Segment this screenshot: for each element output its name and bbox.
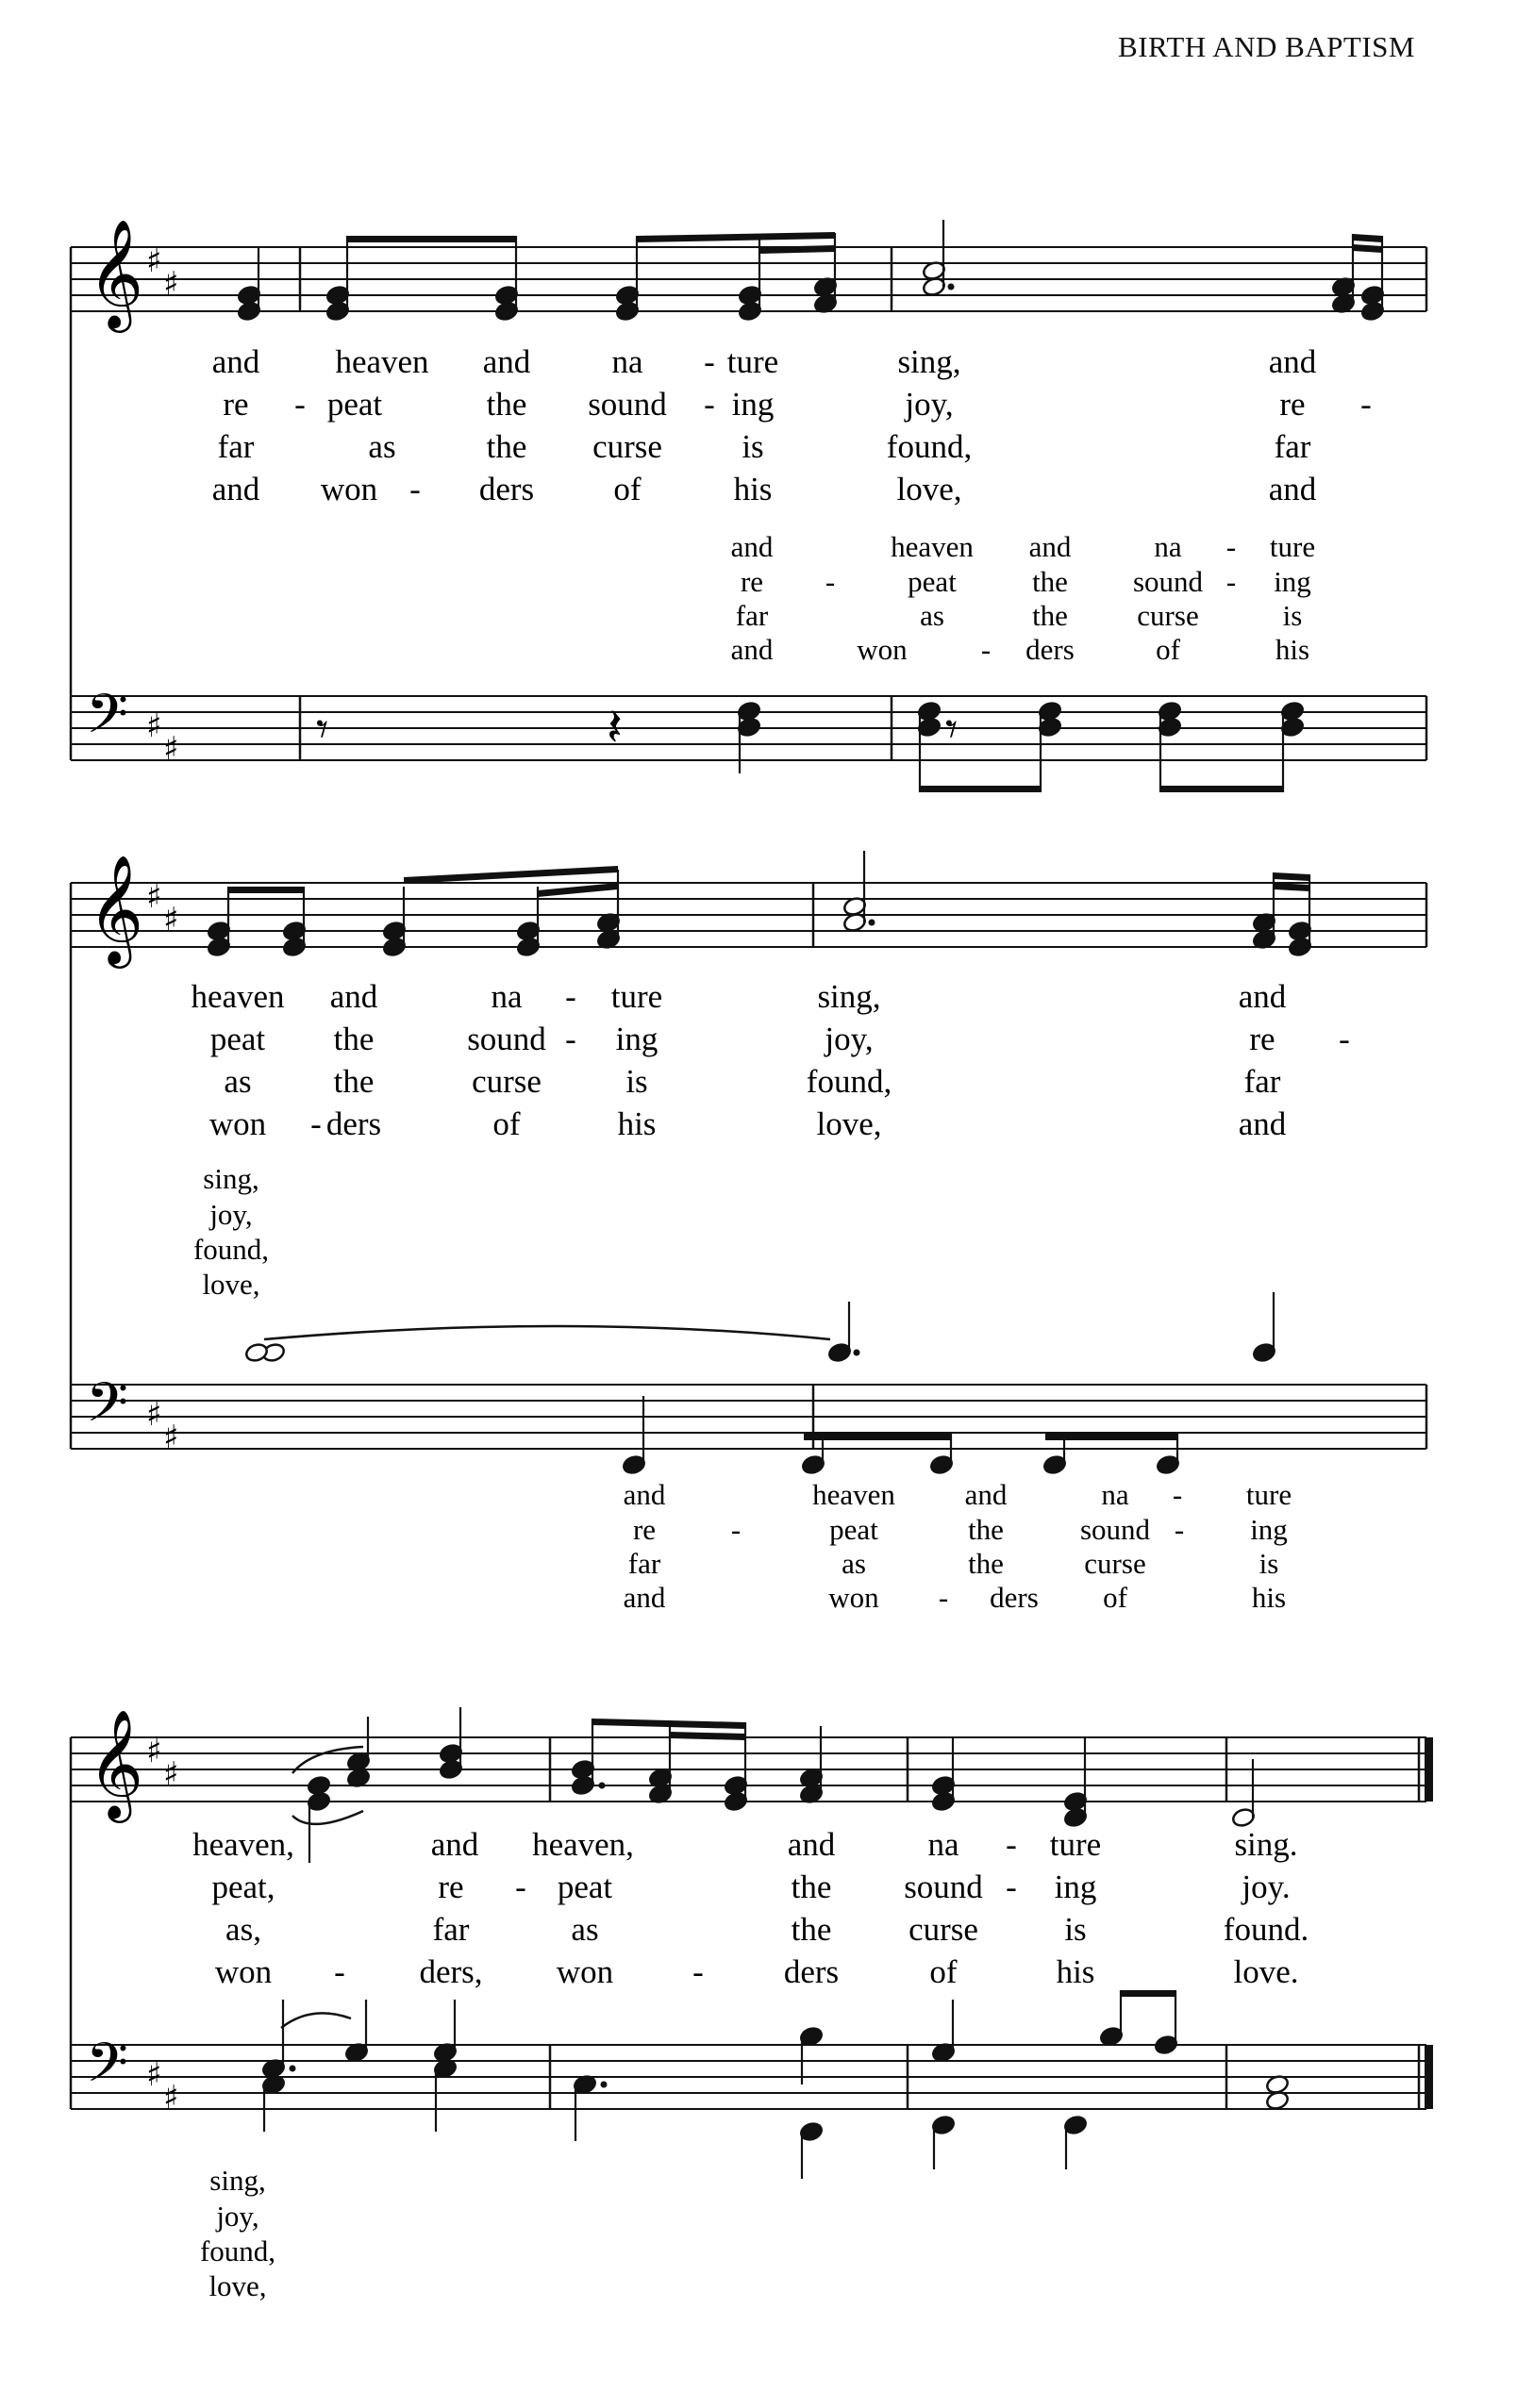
augmentation-dot	[854, 1350, 860, 1356]
notehead	[244, 1342, 269, 1364]
soprano-lyric: the	[791, 1911, 832, 1948]
soprano-lyric: and	[1238, 1105, 1287, 1142]
bass-lyric: joy,	[209, 1198, 253, 1231]
soprano-lyric: won	[556, 1953, 614, 1990]
bass-clef: 𝄢	[86, 682, 129, 759]
bass-lyric: curse	[1084, 1547, 1146, 1580]
soprano-lyric: his	[1056, 1953, 1095, 1990]
soprano-lyric: peat	[326, 386, 383, 423]
slur	[292, 1811, 363, 1824]
soprano-lyric: -	[1339, 1021, 1350, 1057]
soprano-lyric: far	[1243, 1063, 1281, 1100]
bass-lyric: ture	[1269, 530, 1316, 563]
bass-lyric: -	[938, 1581, 949, 1614]
soprano-lyric: and	[211, 471, 260, 507]
soprano-lyric: of	[613, 471, 642, 507]
bass-lyric: the	[1032, 565, 1068, 598]
soprano-lyric: as	[368, 428, 396, 465]
soprano-lyric: ders	[478, 471, 535, 507]
soprano-lyric: ders,	[419, 1953, 483, 1990]
bass-lyric: and	[730, 633, 774, 666]
soprano-lyric: -	[704, 343, 715, 380]
bass-lyric: ing	[1274, 565, 1311, 598]
bass-lyric: -	[1225, 530, 1237, 563]
soprano-lyric: heaven,	[532, 1826, 634, 1863]
soprano-lyric: as	[571, 1911, 599, 1948]
soprano-lyric: ture	[610, 978, 663, 1015]
soprano-lyric: ing	[731, 386, 775, 423]
soprano-lyric: curse	[472, 1063, 542, 1100]
bass-lyric: -	[1225, 565, 1237, 598]
bass-lyric: is	[1259, 1547, 1279, 1580]
soprano-lyric: re	[1249, 1021, 1275, 1057]
soprano-lyric: sing.	[1234, 1826, 1298, 1863]
key-signature-sharp: ♯	[146, 242, 162, 280]
soprano-lyric: of	[492, 1105, 521, 1142]
bass-lyric: joy,	[216, 2200, 259, 2233]
soprano-lyric: sing,	[817, 978, 881, 1015]
lyrics-layer	[191, 343, 1371, 2302]
bass-lyric: is	[1282, 599, 1303, 632]
soprano-lyric: as	[224, 1063, 252, 1100]
soprano-lyric: -	[1360, 386, 1372, 423]
soprano-lyric: peat	[209, 1021, 266, 1057]
soprano-lyric: na	[491, 978, 523, 1015]
soprano-lyric: ders	[783, 1953, 840, 1990]
soprano-lyric: re	[438, 1868, 464, 1905]
soprano-lyric: far	[1274, 428, 1311, 465]
soprano-lyric: joy,	[825, 1021, 874, 1057]
augmentation-dot	[290, 2066, 296, 2072]
soprano-lyric: found,	[806, 1063, 892, 1100]
soprano-lyric: his	[617, 1105, 657, 1142]
soprano-lyric: -	[565, 1021, 576, 1057]
augmentation-dot	[948, 284, 955, 291]
bass-lyric: as	[920, 599, 944, 632]
bass-lyric: ing	[1250, 1513, 1288, 1546]
soprano-lyric: peat,	[211, 1868, 275, 1905]
notehead	[307, 1775, 331, 1797]
beam	[920, 786, 1041, 792]
beam	[1045, 1434, 1177, 1440]
soprano-lyric: the	[333, 1063, 375, 1100]
bass-lyric: -	[1172, 1478, 1183, 1511]
soprano-lyric: found.	[1223, 1911, 1309, 1948]
soprano-lyric: -	[1006, 1826, 1017, 1863]
soprano-lyric: and	[482, 343, 531, 380]
soprano-lyric: -	[409, 471, 421, 507]
soprano-lyric: heaven	[191, 978, 285, 1015]
beam	[1353, 234, 1382, 242]
beam	[1160, 786, 1283, 792]
bass-lyric: sound	[1079, 1513, 1151, 1546]
bass-lyric: found,	[199, 2234, 276, 2267]
bass-lyric: his	[1275, 633, 1310, 666]
beam	[404, 866, 618, 884]
bass-lyric: -	[1174, 1513, 1185, 1546]
slur	[281, 2013, 351, 2028]
section-title: BIRTH AND BAPTISM	[1118, 30, 1415, 63]
bass-lyric: sing,	[209, 2164, 266, 2197]
bass-lyric: peat	[829, 1513, 878, 1546]
bass-lyric: the	[1032, 599, 1068, 632]
soprano-lyric: re	[223, 386, 249, 423]
soprano-lyric: and	[787, 1826, 836, 1863]
soprano-lyric: and	[1268, 343, 1317, 380]
key-signature-sharp: ♯	[146, 878, 162, 916]
soprano-lyric: ture	[1049, 1826, 1102, 1863]
soprano-lyric: curse	[592, 428, 662, 465]
augmentation-dot	[599, 1783, 606, 1789]
rest: 𝄽	[607, 697, 623, 757]
soprano-lyric: heaven	[335, 343, 429, 380]
soprano-lyric: the	[333, 1021, 375, 1057]
augmentation-dot	[601, 2082, 608, 2088]
soprano-lyric: -	[334, 1953, 345, 1990]
bass-lyric: heaven	[891, 530, 974, 563]
soprano-lyric: -	[565, 978, 576, 1015]
key-signature-sharp: ♯	[146, 2056, 162, 2094]
bass-lyric: and	[623, 1478, 666, 1511]
soprano-lyric: na	[611, 343, 643, 380]
soprano-lyric: -	[704, 386, 715, 423]
soprano-lyric: -	[515, 1868, 526, 1905]
bass-lyric: won	[857, 633, 908, 666]
bass-lyric: of	[1156, 633, 1180, 666]
bass-lyric: far	[735, 599, 769, 632]
soprano-lyric: curse	[909, 1911, 978, 1948]
bass-lyric: -	[825, 565, 836, 598]
key-signature-sharp: ♯	[146, 1733, 162, 1770]
soprano-lyric: joy,	[905, 386, 954, 423]
soprano-lyric: love.	[1233, 1953, 1299, 1990]
soprano-lyric: the	[486, 428, 527, 465]
key-signature-sharp: ♯	[146, 1396, 162, 1434]
bass-lyric: and	[964, 1478, 1008, 1511]
bass-lyric: ders	[1025, 633, 1075, 666]
bass-lyric: curse	[1137, 599, 1199, 632]
soprano-lyric: sing,	[897, 343, 961, 380]
beam	[1274, 872, 1309, 881]
augmentation-dot	[869, 920, 875, 926]
bass-lyric: the	[968, 1513, 1004, 1546]
soprano-lyric: his	[733, 471, 773, 507]
rest: 𝄾	[316, 702, 329, 756]
key-signature-sharp: ♯	[163, 2079, 179, 2117]
bass-lyric: love,	[208, 2269, 267, 2302]
soprano-lyric: love,	[816, 1105, 882, 1142]
bass-lyric: re	[740, 565, 764, 598]
bass-lyric: peat	[908, 565, 957, 598]
soprano-lyric: re	[1279, 386, 1306, 423]
treble-clef: 𝄞	[88, 1708, 144, 1818]
bass-lyric: sound	[1132, 565, 1204, 598]
bass-lyric: heaven	[812, 1478, 895, 1511]
soprano-lyric: and	[1238, 978, 1287, 1015]
beam	[804, 1434, 951, 1440]
bass-lyric: won	[828, 1581, 879, 1614]
soprano-lyric: -	[310, 1105, 322, 1142]
soprano-lyric: ing	[1054, 1868, 1097, 1905]
soprano-lyric: and	[430, 1826, 479, 1863]
final-barline	[1425, 1737, 1433, 1802]
rest: 𝄾	[945, 702, 959, 756]
treble-clef: 𝄞	[88, 854, 144, 964]
soprano-lyric: heaven,	[192, 1826, 294, 1863]
beam	[1353, 244, 1382, 253]
bass-lyric: -	[730, 1513, 742, 1546]
soprano-lyric: is	[1064, 1911, 1087, 1948]
soprano-lyric: is	[625, 1063, 648, 1100]
bass-lyric: his	[1251, 1581, 1287, 1614]
soprano-lyric: peat	[557, 1868, 613, 1905]
soprano-lyric: sound	[588, 386, 667, 423]
soprano-lyric: ing	[615, 1021, 658, 1057]
bass-lyric: far	[627, 1547, 661, 1580]
beam	[228, 887, 304, 893]
soprano-lyric: ders	[325, 1105, 382, 1142]
bass-lyric: of	[1103, 1581, 1127, 1614]
soprano-lyric: -	[692, 1953, 704, 1990]
bass-lyric: ture	[1245, 1478, 1292, 1511]
final-barline	[1425, 2045, 1433, 2109]
soprano-lyric: won	[320, 471, 378, 507]
soprano-lyric: sound	[904, 1868, 983, 1905]
key-signature-sharp: ♯	[163, 265, 179, 303]
bass-lyric: and	[730, 530, 774, 563]
soprano-lyric: far	[217, 428, 255, 465]
beam	[538, 883, 618, 897]
bass-lyric: na	[1154, 530, 1182, 563]
soprano-lyric: as,	[225, 1911, 261, 1948]
bass-lyric: as	[842, 1547, 866, 1580]
bass-lyric: found,	[192, 1233, 270, 1266]
bass-clef: 𝄢	[86, 2031, 129, 2108]
soprano-lyric: won	[208, 1105, 267, 1142]
key-signature-sharp: ♯	[163, 901, 179, 938]
soprano-lyric: is	[742, 428, 764, 465]
soprano-lyric: love,	[896, 471, 962, 507]
soprano-lyric: won	[214, 1953, 273, 1990]
soprano-lyric: -	[1006, 1868, 1017, 1905]
treble-clef: 𝄞	[88, 218, 144, 328]
soprano-lyric: and	[1268, 471, 1317, 507]
beam	[637, 232, 835, 242]
bass-lyric: and	[1028, 530, 1072, 563]
bass-lyric: ders	[990, 1581, 1039, 1614]
notation-marks	[71, 218, 1433, 2179]
beam	[1274, 883, 1309, 891]
beam	[1121, 1990, 1175, 1997]
key-signature-sharp: ♯	[146, 707, 162, 745]
key-signature-sharp: ♯	[163, 1755, 179, 1793]
bass-lyric: na	[1101, 1478, 1129, 1511]
soprano-lyric: and	[211, 343, 260, 380]
key-signature-sharp: ♯	[163, 730, 179, 768]
soprano-lyric: -	[294, 386, 306, 423]
soprano-lyric: joy.	[1242, 1868, 1291, 1905]
key-signature-sharp: ♯	[163, 1419, 179, 1456]
soprano-lyric: the	[486, 386, 527, 423]
bass-lyric: and	[623, 1581, 666, 1614]
beam	[347, 236, 516, 242]
bass-lyric: -	[980, 633, 992, 666]
soprano-lyric: found,	[886, 428, 973, 465]
bass-lyric: sing,	[203, 1162, 259, 1195]
bass-lyric: re	[632, 1513, 657, 1546]
soprano-lyric: of	[929, 1953, 958, 1990]
soprano-lyric: ture	[726, 343, 779, 380]
soprano-lyric: far	[432, 1911, 470, 1948]
tie	[264, 1326, 830, 1339]
beam	[670, 1732, 745, 1740]
soprano-lyric: na	[927, 1826, 959, 1863]
soprano-lyric: the	[791, 1868, 832, 1905]
soprano-lyric: and	[329, 978, 378, 1015]
bass-lyric: love,	[202, 1268, 260, 1301]
bass-lyric: the	[968, 1547, 1004, 1580]
bass-clef: 𝄢	[86, 1370, 129, 1448]
soprano-lyric: sound	[467, 1021, 546, 1057]
